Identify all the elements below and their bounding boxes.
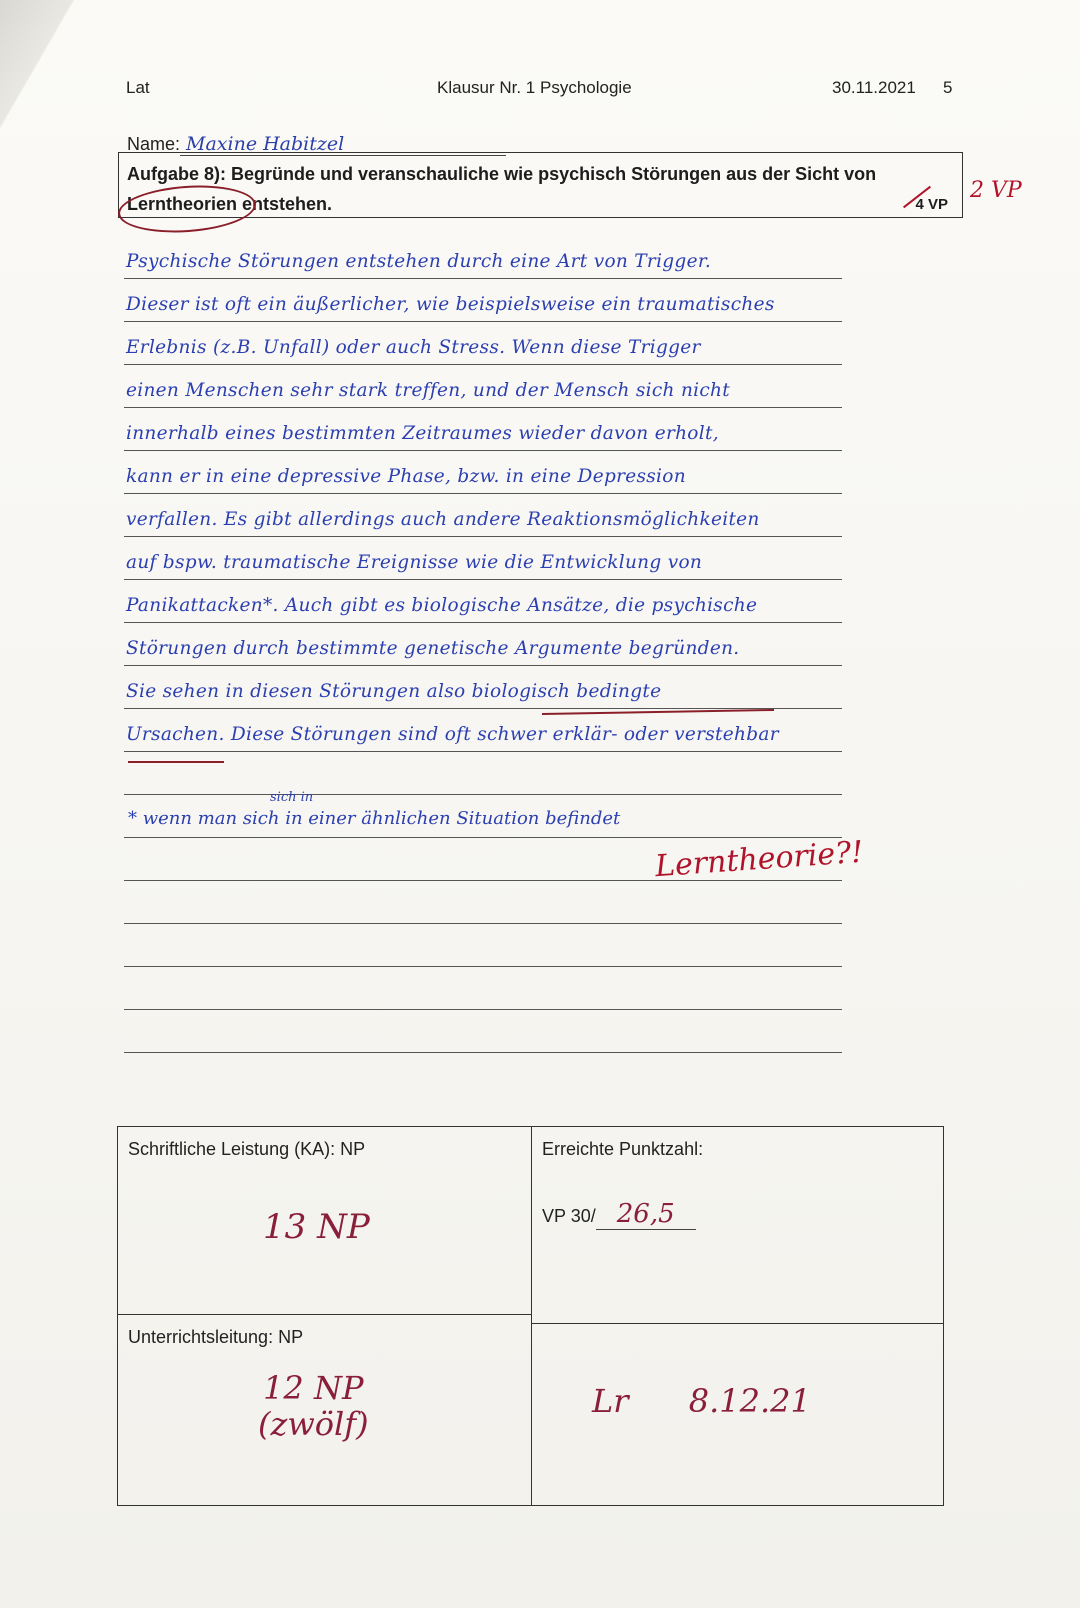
answer-line xyxy=(124,580,842,623)
name-label: Name: xyxy=(127,134,181,154)
header-page-number: 5 xyxy=(943,78,953,97)
answer-line-text: Störungen durch bestimmte genetische Argumente begründen. xyxy=(126,638,740,659)
answer-line-text: verfallen. Es gibt allerdings auch andere Reaktionsmöglichkeiten xyxy=(126,509,760,530)
answer-line-text: kann er in eine depressive Phase, bzw. in eine Depression xyxy=(126,466,686,487)
class-grade-label: Unterrichtsleitung: NP xyxy=(128,1327,304,1347)
footnote: * wenn man sich in einer ähnlichen Situation befindet xyxy=(128,808,621,829)
answer-line xyxy=(124,752,842,795)
header-school: Lat xyxy=(126,78,150,97)
answer-line-text: Dieser ist oft ein äußerlicher, wie beispielsweise ein traumatisches xyxy=(126,294,775,315)
signature-date: 8.12.21 xyxy=(688,1382,811,1420)
vp-value: 26,5 xyxy=(596,1199,696,1230)
header-date: 30.11.2021 xyxy=(832,78,916,97)
answer-line xyxy=(124,623,842,666)
correction-underline xyxy=(128,761,224,763)
answer-line-text: Sie sehen in diesen Störungen also biologisch bedingte xyxy=(126,681,662,702)
answer-line xyxy=(124,1010,842,1053)
answer-line-text: innerhalb eines bestimmten Zeitraumes wieder davon erholt, xyxy=(126,423,719,444)
answer-line-text: einen Menschen sehr stark treffen, und der Mensch sich nicht xyxy=(126,380,730,401)
answer-line xyxy=(124,279,842,322)
answer-line xyxy=(124,236,842,279)
points-label: Erreichte Punktzahl: xyxy=(542,1139,704,1159)
answer-line-text: Panikattacken*. Auch gibt es biologische Ansätze, die psychische xyxy=(126,595,758,616)
signature xyxy=(592,1382,811,1420)
points-cell xyxy=(532,1127,943,1324)
answer-line xyxy=(124,451,842,494)
answer-line xyxy=(124,709,842,752)
class-grade-value: 12 NP xyxy=(263,1369,364,1407)
teacher-comment: Lerntheorie?! xyxy=(654,834,865,885)
task-points: 4 VP xyxy=(915,196,948,213)
answer-line xyxy=(124,924,842,967)
header-exam-title: Klausur Nr. 1 Psychologie xyxy=(437,78,632,97)
vp-prefix: VP 30/ xyxy=(542,1206,596,1226)
answer-line xyxy=(124,494,842,537)
class-grade-words: (zwölf) xyxy=(258,1405,369,1443)
answer-line xyxy=(124,365,842,408)
answer-line xyxy=(124,666,842,709)
answer-line xyxy=(124,881,842,924)
answer-line xyxy=(124,408,842,451)
signature-cell xyxy=(532,1324,943,1505)
answer-line-text: Psychische Störungen entstehen durch eine Art von Trigger. xyxy=(126,251,712,272)
grade-table xyxy=(117,1126,944,1506)
signature-mark: Lr xyxy=(592,1382,629,1420)
page-corner-shadow xyxy=(0,0,90,160)
name-value: Maxine Habitzel xyxy=(180,133,506,156)
answer-line xyxy=(124,322,842,365)
answer-line-text: Ursachen. Diese Störungen sind oft schwer erklär- oder verstehbar xyxy=(126,724,779,745)
answer-line xyxy=(124,537,842,580)
answer-line-text: Erlebnis (z.B. Unfall) oder auch Stress. Wenn diese Trigger xyxy=(126,337,701,358)
answer-line-text: auf bspw. traumatische Ereignisse wie die Entwicklung von xyxy=(126,552,703,573)
vp-row xyxy=(542,1199,696,1230)
written-grade-label: Schriftliche Leistung (KA): NP xyxy=(128,1139,366,1159)
footnote-insert: sich in xyxy=(270,790,314,805)
class-grade-value-block xyxy=(258,1370,369,1442)
written-grade-cell xyxy=(118,1127,532,1315)
class-grade-cell xyxy=(118,1315,532,1505)
written-grade-value: 13 NP xyxy=(263,1207,370,1247)
task-text: Aufgabe 8): Begründe und veranschauliche wie psychisch Störungen aus der Sicht von Lerntheorien entstehen. xyxy=(127,164,877,214)
answer-line xyxy=(124,967,842,1010)
answer-lines xyxy=(124,236,842,1053)
awarded-points: 2 VP xyxy=(970,178,1022,203)
